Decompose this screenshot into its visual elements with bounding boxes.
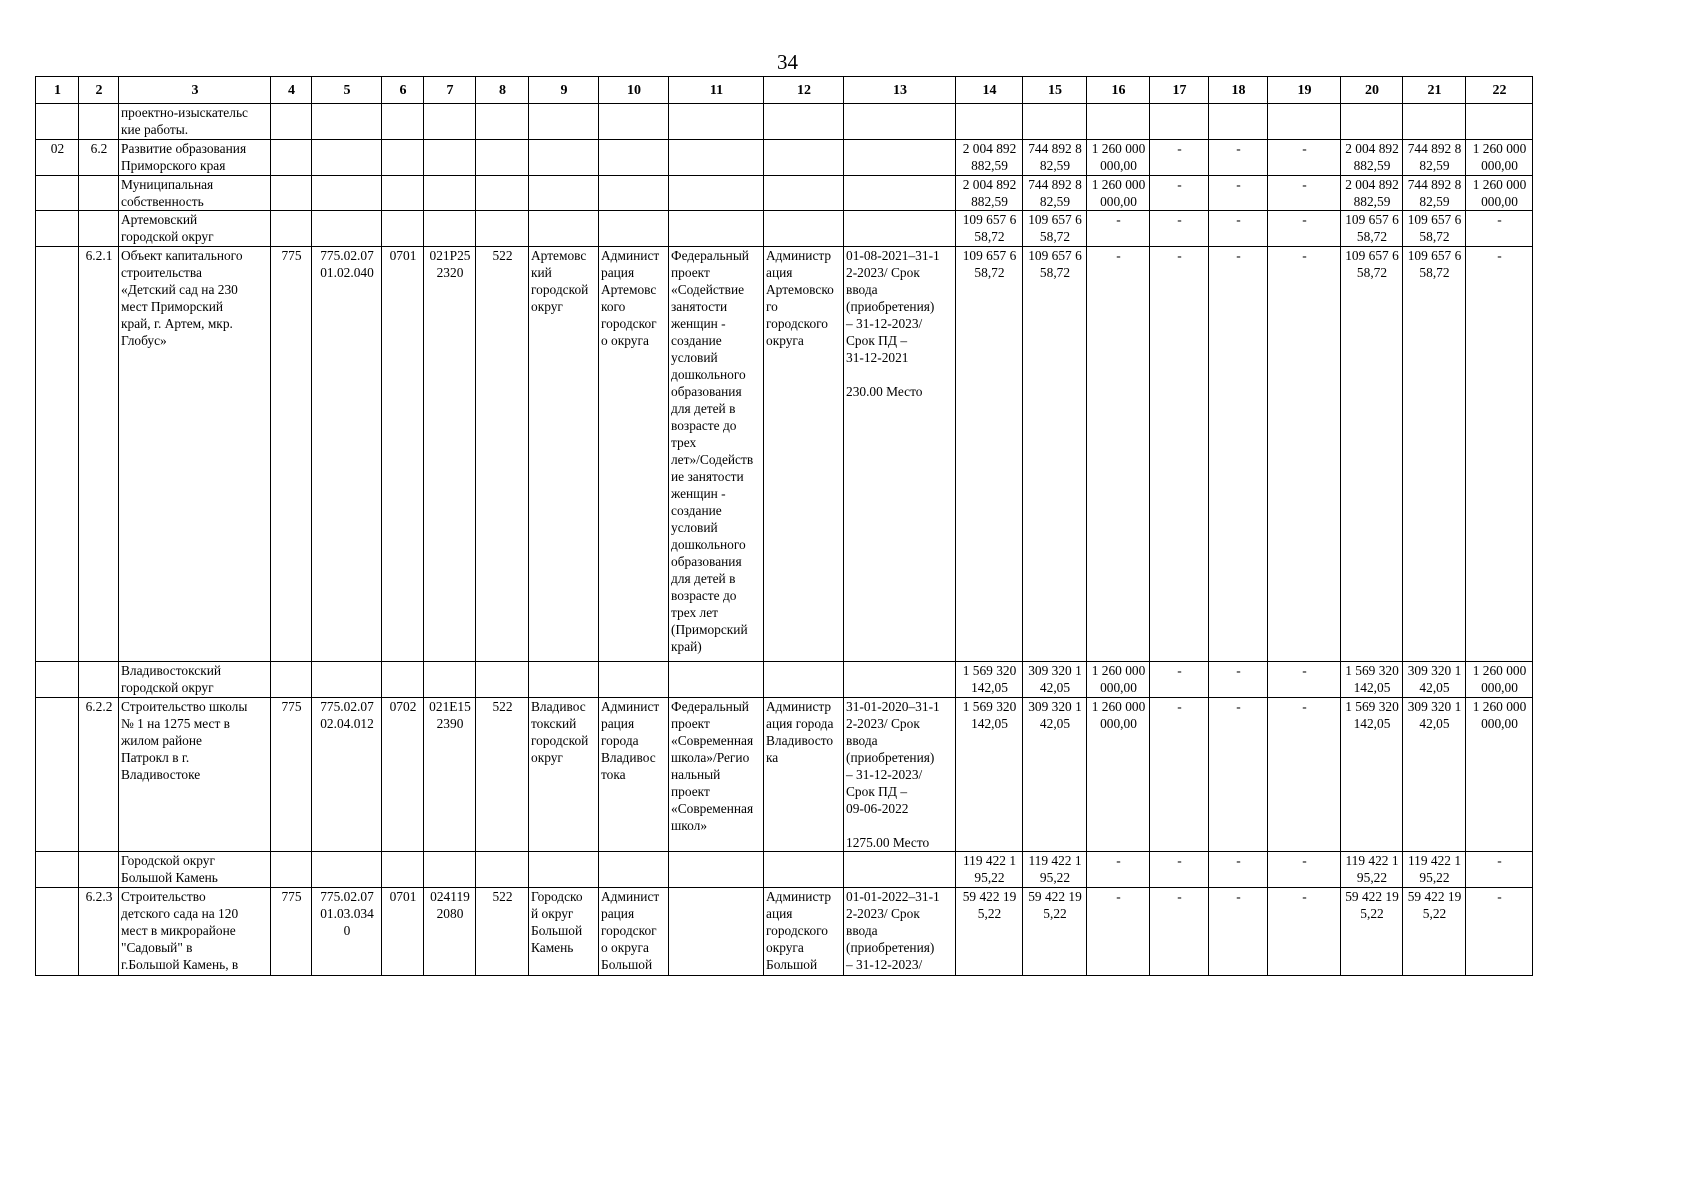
- table-cell: -: [1268, 852, 1341, 888]
- table-cell: [1150, 104, 1209, 140]
- table-cell: 109 657 6 58,72: [1341, 211, 1403, 247]
- table-cell: [599, 211, 669, 247]
- table-cell: [529, 852, 599, 888]
- table-row: [36, 104, 1533, 140]
- table-cell: 309 320 1 42,05: [1403, 662, 1466, 698]
- table-cell: [529, 140, 599, 176]
- table-cell: 109 657 6 58,72: [1403, 211, 1466, 247]
- table-cell: [669, 104, 764, 140]
- table-cell: [844, 662, 956, 698]
- table-cell: 109 657 6 58,72: [1023, 211, 1087, 247]
- table-cell: -: [1268, 698, 1341, 852]
- table-row: [36, 140, 1533, 176]
- table-cell: [271, 104, 312, 140]
- table-cell: Развитие образования Приморского края: [119, 140, 271, 176]
- table-cell: [312, 140, 382, 176]
- table-cell: 744 892 8 82,59: [1023, 176, 1087, 211]
- table-cell: [669, 140, 764, 176]
- table-cell: Артемовский городской округ: [119, 211, 271, 247]
- table-row: [36, 176, 1533, 211]
- table-cell: -: [1087, 211, 1150, 247]
- table-cell: [844, 211, 956, 247]
- table-cell: Админист рация городског о округа Большой: [599, 888, 669, 976]
- table-cell: 59 422 19 5,22: [1403, 888, 1466, 976]
- header-cell: 22: [1466, 77, 1533, 104]
- table-cell: 309 320 1 42,05: [1023, 698, 1087, 852]
- table-cell: 775.02.07 02.04.012: [312, 698, 382, 852]
- table-row: [36, 247, 1533, 662]
- table-cell: 59 422 19 5,22: [1341, 888, 1403, 976]
- table-row: [36, 211, 1533, 247]
- table-cell: [424, 140, 476, 176]
- table-cell: [529, 662, 599, 698]
- table-cell: 775: [271, 247, 312, 662]
- table-cell: 0702: [382, 698, 424, 852]
- table-cell: [669, 662, 764, 698]
- table-cell: [382, 140, 424, 176]
- table-cell: -: [1268, 888, 1341, 976]
- table-cell: 1 260 000 000,00: [1087, 698, 1150, 852]
- header-cell: 8: [476, 77, 529, 104]
- table-cell: 01-01-2022–31-1 2-2023/ Срок ввода (приобретения) – 31-12-2023/: [844, 888, 956, 976]
- table-cell: [36, 662, 79, 698]
- table-cell: Администр ация города Владивосто ка: [764, 698, 844, 852]
- table-cell: 109 657 6 58,72: [1023, 247, 1087, 662]
- table-cell: [424, 211, 476, 247]
- table-cell: [764, 852, 844, 888]
- table-cell: 2 004 892 882,59: [956, 140, 1023, 176]
- table-cell: [312, 104, 382, 140]
- table-cell: [669, 211, 764, 247]
- table-cell: 119 422 1 95,22: [1341, 852, 1403, 888]
- table-cell: 109 657 6 58,72: [956, 247, 1023, 662]
- table-cell: [1209, 104, 1268, 140]
- table-cell: [476, 852, 529, 888]
- header-cell: 5: [312, 77, 382, 104]
- header-cell: 2: [79, 77, 119, 104]
- table-cell: [599, 852, 669, 888]
- table-cell: -: [1209, 176, 1268, 211]
- table-cell: 01-08-2021–31-1 2-2023/ Срок ввода (приобретения) – 31-12-2023/ Срок ПД – 31-12-2021 230.00 Место: [844, 247, 956, 662]
- table-cell: [669, 176, 764, 211]
- header-cell: 16: [1087, 77, 1150, 104]
- table-cell: 1 260 000 000,00: [1087, 176, 1150, 211]
- table-cell: 119 422 1 95,22: [1023, 852, 1087, 888]
- header-cell: 17: [1150, 77, 1209, 104]
- table-cell: [36, 698, 79, 852]
- table-cell: -: [1150, 852, 1209, 888]
- table-cell: -: [1268, 247, 1341, 662]
- table-cell: -: [1209, 662, 1268, 698]
- table-cell: Администр ация городского округа Большой: [764, 888, 844, 976]
- table-cell: [312, 176, 382, 211]
- table-cell: [764, 104, 844, 140]
- table-cell: 6.2.1: [79, 247, 119, 662]
- table-cell: проектно-изыскательс кие работы.: [119, 104, 271, 140]
- table-cell: [424, 662, 476, 698]
- table-cell: [424, 852, 476, 888]
- table-cell: Федеральный проект «Содействие занятости женщин - создание условий дошкольного образования для детей в возрасте до трех лет»/Содейств ие занятости женщин - создание условий дошкольного образования для детей в возрасте до трех лет (Приморский край): [669, 247, 764, 662]
- table-cell: -: [1150, 662, 1209, 698]
- table-cell: [382, 104, 424, 140]
- table-cell: -: [1209, 888, 1268, 976]
- table-cell: [36, 247, 79, 662]
- table-cell: [529, 176, 599, 211]
- table-cell: [1268, 104, 1341, 140]
- table-cell: [271, 211, 312, 247]
- table-cell: [79, 104, 119, 140]
- table-row: [36, 852, 1533, 888]
- table-cell: -: [1209, 211, 1268, 247]
- table-cell: [844, 140, 956, 176]
- header-cell: 21: [1403, 77, 1466, 104]
- table-cell: [529, 104, 599, 140]
- header-cell: 19: [1268, 77, 1341, 104]
- table-cell: [271, 176, 312, 211]
- table-cell: 2 004 892 882,59: [956, 176, 1023, 211]
- table-cell: 522: [476, 247, 529, 662]
- header-cell: 4: [271, 77, 312, 104]
- table-cell: Объект капитального строительства «Детский сад на 230 мест Приморский край, г. Артем, мкр. Глобус»: [119, 247, 271, 662]
- table-header-row: [36, 77, 1533, 104]
- table-cell: [844, 176, 956, 211]
- table-cell: 775: [271, 888, 312, 976]
- header-cell: 10: [599, 77, 669, 104]
- table-cell: [599, 662, 669, 698]
- table-cell: -: [1150, 698, 1209, 852]
- table-cell: [79, 662, 119, 698]
- table-cell: 775.02.07 01.03.034 0: [312, 888, 382, 976]
- table-cell: -: [1268, 662, 1341, 698]
- table-cell: -: [1466, 888, 1533, 976]
- table-cell: 1 569 320 142,05: [1341, 662, 1403, 698]
- table-cell: [764, 662, 844, 698]
- table-cell: [764, 211, 844, 247]
- table-cell: 2 004 892 882,59: [1341, 176, 1403, 211]
- table-cell: [764, 140, 844, 176]
- investment-objects-table: [35, 76, 1533, 976]
- table-cell: [844, 104, 956, 140]
- table-cell: -: [1268, 176, 1341, 211]
- table-cell: [956, 104, 1023, 140]
- table-cell: 6.2: [79, 140, 119, 176]
- table-cell: 1 260 000 000,00: [1466, 140, 1533, 176]
- table-cell: 59 422 19 5,22: [1023, 888, 1087, 976]
- header-cell: 1: [36, 77, 79, 104]
- header-cell: 9: [529, 77, 599, 104]
- table-cell: [382, 211, 424, 247]
- table-cell: Строительство детского сада на 120 мест в микрорайоне "Садовый" в г.Большой Камень, в: [119, 888, 271, 976]
- table-cell: [1341, 104, 1403, 140]
- table-cell: [424, 176, 476, 211]
- table-cell: [529, 211, 599, 247]
- table-cell: [476, 104, 529, 140]
- table-cell: [476, 140, 529, 176]
- table-cell: [599, 176, 669, 211]
- table-cell: -: [1466, 852, 1533, 888]
- table-cell: [599, 140, 669, 176]
- table-cell: Городско й округ Большой Камень: [529, 888, 599, 976]
- table-cell: [1023, 104, 1087, 140]
- table-cell: [1403, 104, 1466, 140]
- table-cell: [79, 176, 119, 211]
- table-cell: -: [1087, 852, 1150, 888]
- table-cell: Федеральный проект «Современная школа»/Регио нальный проект «Современная школ»: [669, 698, 764, 852]
- table-cell: [476, 662, 529, 698]
- header-cell: 20: [1341, 77, 1403, 104]
- table-cell: -: [1150, 211, 1209, 247]
- table-cell: 309 320 1 42,05: [1023, 662, 1087, 698]
- table-cell: [36, 104, 79, 140]
- table-cell: 309 320 1 42,05: [1403, 698, 1466, 852]
- table-cell: 024119 2080: [424, 888, 476, 976]
- table-cell: 744 892 8 82,59: [1403, 140, 1466, 176]
- table-cell: 744 892 8 82,59: [1403, 176, 1466, 211]
- table-cell: 0701: [382, 247, 424, 662]
- table-cell: 1 260 000 000,00: [1466, 176, 1533, 211]
- table-cell: 1 569 320 142,05: [1341, 698, 1403, 852]
- table-cell: [36, 211, 79, 247]
- table-cell: [599, 104, 669, 140]
- table-cell: Владивос токский городской округ: [529, 698, 599, 852]
- table-cell: 119 422 1 95,22: [956, 852, 1023, 888]
- table-cell: [312, 852, 382, 888]
- table-cell: [79, 852, 119, 888]
- table-cell: 522: [476, 888, 529, 976]
- table-cell: 2 004 892 882,59: [1341, 140, 1403, 176]
- table-cell: Владивостокский городской округ: [119, 662, 271, 698]
- table-cell: 1 260 000 000,00: [1087, 140, 1150, 176]
- table-cell: 522: [476, 698, 529, 852]
- table-cell: 1 260 000 000,00: [1466, 698, 1533, 852]
- table-cell: Админист рация города Владивос тока: [599, 698, 669, 852]
- table-cell: 02: [36, 140, 79, 176]
- table-cell: 1 569 320 142,05: [956, 698, 1023, 852]
- table-cell: 6.2.3: [79, 888, 119, 976]
- table-cell: 775.02.07 01.02.040: [312, 247, 382, 662]
- table-cell: 1 260 000 000,00: [1087, 662, 1150, 698]
- table-cell: 6.2.2: [79, 698, 119, 852]
- table-cell: [382, 662, 424, 698]
- table-cell: -: [1209, 140, 1268, 176]
- table-cell: [312, 662, 382, 698]
- table-cell: [1466, 104, 1533, 140]
- header-cell: 6: [382, 77, 424, 104]
- table-cell: [382, 852, 424, 888]
- header-cell: 11: [669, 77, 764, 104]
- header-cell: 14: [956, 77, 1023, 104]
- header-cell: 18: [1209, 77, 1268, 104]
- table-cell: Админист рация Артемовс кого городског о округа: [599, 247, 669, 662]
- table-cell: 109 657 6 58,72: [956, 211, 1023, 247]
- table-cell: [1087, 104, 1150, 140]
- table-cell: [382, 176, 424, 211]
- table-cell: [476, 211, 529, 247]
- table-cell: [36, 852, 79, 888]
- table-cell: 109 657 6 58,72: [1341, 247, 1403, 662]
- table-cell: -: [1209, 852, 1268, 888]
- table-cell: [36, 888, 79, 976]
- table-cell: Администр ация Артемовско го городского округа: [764, 247, 844, 662]
- table-cell: [271, 852, 312, 888]
- header-cell: 3: [119, 77, 271, 104]
- table-cell: 31-01-2020–31-1 2-2023/ Срок ввода (приобретения) – 31-12-2023/ Срок ПД – 09-06-2022 1275.00 Место: [844, 698, 956, 852]
- table-cell: [271, 140, 312, 176]
- table-cell: [669, 852, 764, 888]
- table-cell: [424, 104, 476, 140]
- table-cell: -: [1150, 140, 1209, 176]
- table-cell: -: [1150, 888, 1209, 976]
- table-cell: -: [1466, 211, 1533, 247]
- table-cell: -: [1087, 888, 1150, 976]
- table-cell: -: [1087, 247, 1150, 662]
- table-cell: Городской округ Большой Камень: [119, 852, 271, 888]
- table-row: [36, 698, 1533, 852]
- table-cell: 021P25 2320: [424, 247, 476, 662]
- table-cell: Артемовс кий городской округ: [529, 247, 599, 662]
- table-cell: -: [1209, 698, 1268, 852]
- header-cell: 15: [1023, 77, 1087, 104]
- table-cell: [764, 176, 844, 211]
- header-cell: 12: [764, 77, 844, 104]
- table-cell: 021E15 2390: [424, 698, 476, 852]
- table-cell: -: [1268, 211, 1341, 247]
- table-cell: [36, 176, 79, 211]
- table-cell: -: [1209, 247, 1268, 662]
- table-cell: 59 422 19 5,22: [956, 888, 1023, 976]
- page-number: 34: [777, 50, 798, 74]
- table-cell: -: [1466, 247, 1533, 662]
- table-cell: 119 422 1 95,22: [1403, 852, 1466, 888]
- table-cell: Строительство школы № 1 на 1275 мест в жилом районе Патрокл в г. Владивостоке: [119, 698, 271, 852]
- table-cell: [271, 662, 312, 698]
- table-cell: 744 892 8 82,59: [1023, 140, 1087, 176]
- table-cell: 0701: [382, 888, 424, 976]
- header-cell: 7: [424, 77, 476, 104]
- table-cell: 775: [271, 698, 312, 852]
- table-cell: 1 569 320 142,05: [956, 662, 1023, 698]
- table-cell: Муниципальная собственность: [119, 176, 271, 211]
- table-cell: -: [1150, 247, 1209, 662]
- table-cell: 1 260 000 000,00: [1466, 662, 1533, 698]
- table-cell: [844, 852, 956, 888]
- table-row: [36, 662, 1533, 698]
- table-cell: [476, 176, 529, 211]
- table-cell: [79, 211, 119, 247]
- table-cell: [312, 211, 382, 247]
- table-cell: -: [1268, 140, 1341, 176]
- table-row: [36, 888, 1533, 976]
- table-cell: [669, 888, 764, 976]
- header-cell: 13: [844, 77, 956, 104]
- table-cell: 109 657 6 58,72: [1403, 247, 1466, 662]
- table-cell: -: [1150, 176, 1209, 211]
